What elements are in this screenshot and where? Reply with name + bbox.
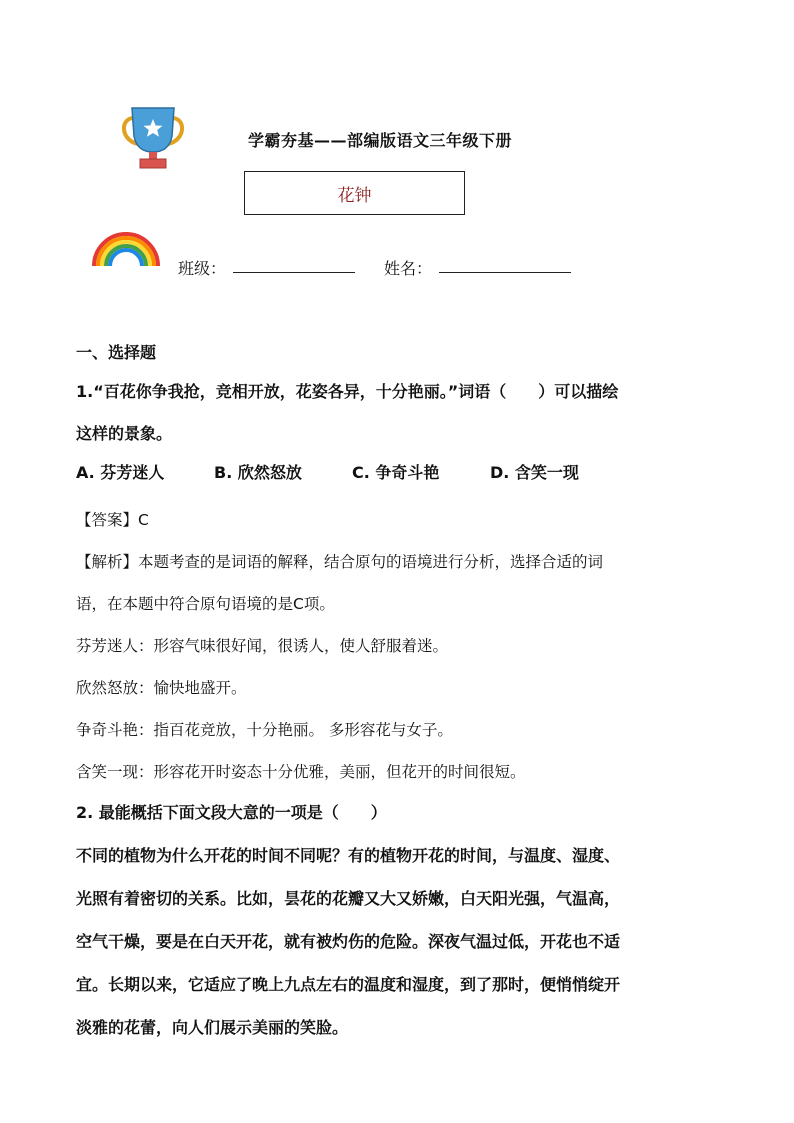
- q1-explanation: 争奇斗艳：指百花竞放，十分艳丽。 多形容花与女子。: [76, 721, 453, 739]
- q1-explanation: 含笑一现：形容花开时姿态十分优雅，美丽，但花开的时间很短。: [76, 763, 526, 781]
- q1-option-a: A. 芬芳迷人: [76, 463, 165, 482]
- lesson-title: 花钟: [337, 185, 372, 206]
- document-header-title: 学霸夯基——部编版语文三年级下册: [248, 131, 513, 150]
- q1-option-c: C. 争奇斗艳: [352, 463, 440, 482]
- q1-explanation: 芬芳迷人：形容气味很好闻，很诱人，使人舒服着迷。: [76, 637, 449, 655]
- rainbow-icon: [90, 228, 162, 268]
- q1-analysis-line2: 语，在本题中符合原句语境的是C项。: [76, 595, 335, 613]
- q1-explanation: 欣然怒放：愉快地盛开。: [76, 679, 247, 697]
- class-input-line[interactable]: [233, 272, 355, 273]
- name-input-line[interactable]: [439, 272, 571, 273]
- q1-answer: 【答案】C: [76, 511, 149, 529]
- section-title-choice: 一、选择题: [76, 343, 157, 362]
- q1-options: [76, 460, 579, 483]
- class-label: 班级：: [178, 259, 227, 278]
- q2-passage-line: 空气干燥，要是在白天开花，就有被灼伤的危险。深夜气温过低，开花也不适: [76, 932, 621, 951]
- q2-passage-line: 淡雅的花蕾，向人们展示美丽的笑脸。: [76, 1018, 349, 1037]
- q1-stem-line1: 1.“百花你争我抢，竞相开放，花姿各异，十分艳丽。”词语（ ）可以描绘: [76, 382, 619, 401]
- q2-passage-line: 宜。长期以来，它适应了晚上九点左右的温度和湿度，到了那时，便悄悄绽开: [76, 975, 621, 994]
- q1-stem-line2: 这样的景象。: [76, 424, 173, 443]
- q1-option-b: B. 欣然怒放: [214, 463, 302, 482]
- q2-stem: 2. 最能概括下面文段大意的一项是（ ）: [76, 803, 387, 822]
- trophy-icon: [118, 104, 188, 170]
- q2-passage-line: 不同的植物为什么开花的时间不同呢？有的植物开花的时间，与温度、湿度、: [76, 846, 621, 865]
- name-label: 姓名：: [384, 259, 433, 278]
- q2-passage-line: 光照有着密切的关系。比如，昙花的花瓣又大又娇嫩，白天阳光强，气温高，: [76, 889, 621, 908]
- q1-option-d: D. 含笑一现: [490, 463, 579, 482]
- lesson-title-box: [244, 171, 465, 215]
- q1-analysis-line1: 【解析】本题考查的是词语的解释，结合原句的语境进行分析，选择合适的词: [76, 553, 604, 571]
